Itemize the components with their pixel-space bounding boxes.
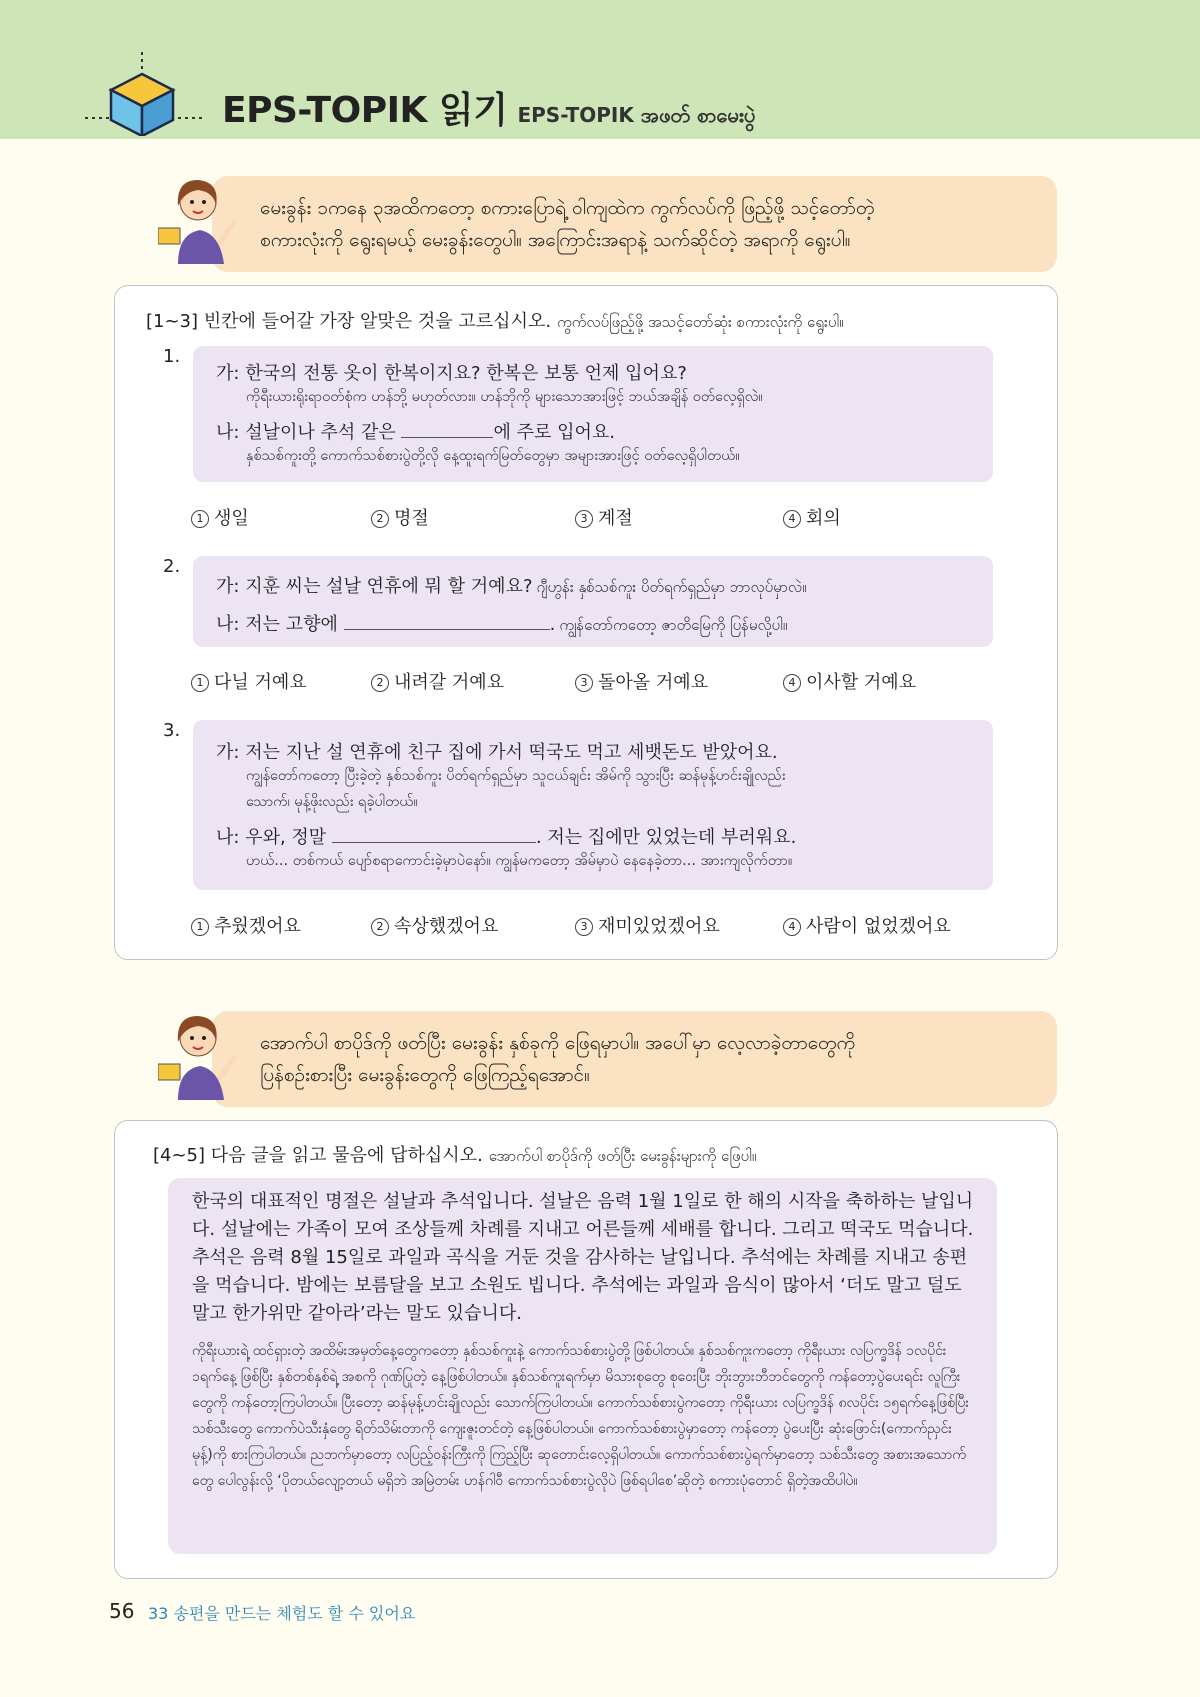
q2-speaker-a: 가: 지훈 씨는 설날 연휴에 뭐 할 거예요? ဂျီဟွန်း နှစ်သစ်ကူး ပိတ်ရက်ရှည်မှာ ဘာလုပ်မှာလဲ။ bbox=[216, 576, 807, 597]
q1-blank bbox=[401, 437, 493, 438]
q1-speaker-a: 가: 한국의 전통 옷이 한복이지요? 한복은 보통 언제 입어요? bbox=[216, 363, 687, 384]
q3-speaker-a: 가: 저는 지난 설 연휴에 친구 집에 가서 떡국도 먹고 세뱃돈도 받았어요. bbox=[216, 742, 778, 763]
q1-option-1[interactable]: 1 생일 bbox=[191, 504, 249, 530]
q3-speaker-a-translation-2: သောက်၊ မုန့်ဖိုးလည်း ရခဲ့ပါတယ်။ bbox=[246, 794, 418, 810]
section-2-heading-my: အောက်ပါ စာပိုဒ်ကို ဖတ်ပြီး မေးခွန်းများကို ဖြေပါ။ bbox=[488, 1147, 757, 1165]
passage-korean: 한국의 대표적인 명절은 설날과 추석입니다. 설날은 음력 1월 1일로 한 해의 시작을 축하하는 날입니다. 설날에는 가족이 모여 조상들께 차례를 지내고 어른들께 세배를 합니다. 그리고 떡국도 먹습니다. 추석은 음력 8월 15일로 과일과 곡식을 거둔 것을 감사하는 날입니다. 추석에는 차례를 지내고 송편을 먹습니다. 밤에는 보름달을 보고 소원도 빕니다. 추석에는 과일과 음식이 많아서 ‘더도 말고 덜도 말고 한가위만 같아라’라는 말도 있습니다. bbox=[192, 1191, 974, 1324]
q1-option-2[interactable]: 2 명절 bbox=[371, 504, 429, 530]
question-3-number: 3. bbox=[163, 720, 181, 741]
cube-icon bbox=[85, 52, 205, 136]
q2-option-2[interactable]: 2 내려갈 거예요 bbox=[371, 668, 504, 694]
q1-speaker-b-translation: နှစ်သစ်ကူးတို့ ကောက်သစ်စားပွဲတို့လို နေ့ထူးရက်မြတ်တွေမှာ အများအားဖြင့် ဝတ်လေ့ရှိပါတယ်။ bbox=[246, 448, 740, 464]
q1-option-3[interactable]: 3 계절 bbox=[575, 504, 633, 530]
q2-option-1[interactable]: 1 다닐 거예요 bbox=[191, 668, 307, 694]
q1-speaker-b: 나: 설날이나 추석 같은 에 주로 입어요. bbox=[216, 422, 615, 443]
instruction-bubble-1 bbox=[212, 176, 1057, 272]
teacher-character-icon bbox=[158, 1008, 240, 1102]
q3-option-2[interactable]: 2 속상했겠어요 bbox=[371, 912, 498, 938]
reading-passage bbox=[168, 1178, 997, 1554]
instruction-1-line-1: မေးခွန်း ၁ကနေ ၃အထိကတော့ စကားပြောရဲ့ ဝါကျထဲက ကွက်လပ်ကို ဖြည့်ဖို့ သင့်တော်တဲ့ bbox=[260, 197, 875, 219]
section-1-heading-my: ကွက်လပ်ဖြည့်ဖို့ အသင့်တော်ဆုံး စကားလုံးကို ရွေးပါ။ bbox=[557, 313, 844, 331]
instruction-1-line-2: စကားလုံးကို ရွေးရမယ့် မေးခွန်းတွေပါ။ အကြောင်းအရာနဲ့ သက်ဆိုင်တဲ့ အရာကို ရွေးပါ။ bbox=[260, 229, 851, 251]
instruction-2-line-2: ပြန်စဉ်းစားပြီး မေးခွန်းတွေကို ဖြေကြည့်ရအောင်။ bbox=[260, 1064, 590, 1086]
instruction-2-line-1: အောက်ပါ စာပိုဒ်ကို ဖတ်ပြီး မေးခွန်း နှစ်ခုကို ဖြေရမှာပါ။ အပေါ်မှာ လေ့လာခဲ့တာတွေကို bbox=[260, 1032, 856, 1054]
section-2-heading: [4~5] 다음 글을 읽고 물음에 답하십시오. အောက်ပါ စာပိုဒ်ကို ဖတ်ပြီး မေးခွန်းများကို ဖြေပါ။ bbox=[153, 1145, 757, 1166]
q1-speaker-a-translation: ကိုရီးယားရိုးရာဝတ်စုံက ဟန်ဘို့ မဟုတ်လား။ ဟန်ဘိုကို များသောအားဖြင့် ဘယ်အချိန် ဝတ်လေ့ရှိလဲ။ bbox=[246, 389, 763, 405]
q3-blank bbox=[332, 842, 536, 843]
section-1-heading: [1~3] 빈칸에 들어갈 가장 알맞은 것을 고르십시오. ကွက်လပ်ဖြည့်ဖို့ အသင့်တော်ဆုံး စကားလုံးကို ရွေးပါ။ bbox=[146, 311, 844, 332]
q3-speaker-a-translation-1: ကျွန်တော်ကတော့ ပြီးခဲ့တဲ့ နှစ်သစ်ကူး ပိတ်ရက်ရှည်မှာ သူငယ်ချင်း အိမ်ကို သွားပြီး ဆန်မုန့်ဟင်းချိုလည်း bbox=[246, 768, 786, 784]
q3-option-4[interactable]: 4 사람이 없었겠어요 bbox=[783, 912, 951, 938]
q2-speaker-b-translation: ကျွန်တော်ကတော့ ဇာတိမြေကို ပြန်မလို့ပါ။ bbox=[559, 616, 788, 634]
instruction-bubble-2 bbox=[212, 1011, 1057, 1107]
q2-blank bbox=[344, 629, 550, 630]
q2-speaker-a-translation: ဂျီဟွန်း နှစ်သစ်ကူး ပိတ်ရက်ရှည်မှာ ဘာလုပ်မှာလဲ။ bbox=[536, 578, 807, 596]
question-2-number: 2. bbox=[163, 556, 181, 577]
q1-option-4[interactable]: 4 회의 bbox=[783, 504, 841, 530]
question-1-number: 1. bbox=[163, 346, 181, 367]
chapter-title: 33 송편을 만드는 체험도 할 수 있어요 bbox=[148, 1604, 416, 1623]
passage-myanmar: ကိုရီးယားရဲ့ ထင်ရှားတဲ့ အထိမ်းအမှတ်နေ့တွေကတော့ နှစ်သစ်ကူးနဲ့ ကောက်သစ်စားပွဲတို့ ဖြစ်ပါတယ်။ နှစ်သစ်ကူးကတော့ ကိုရီးယား လပြက္ခဒိန် ၁လပိုင်း ၁ရက်နေ့ ဖြစ်ပြီး နှစ်တစ်နှစ်ရဲ့ အစကို ဂုဏ်ပြုတဲ့ နေ့ဖြစ်ပါတယ်။ နှစ်သစ်ကူးရက်မှာ မိသားစုတွေ စုဝေးပြီး ဘိုးဘွားဘီဘင်တွေကို ကန်တော့ပွဲပေးရင်း လူကြီးတွေကို ကန်တော့ကြပါတယ်။ ပြီးတော့ ဆန်မုန့်ဟင်းချိုလည်း သောက်ကြပါတယ်။ ကောက်သစ်စားပွဲကတော့ ကိုရီးယား လပြက္ခဒိန် ၈လပိုင်း ၁၅ရက်နေ့ဖြစ်ပြီး သစ်သီးတွေ ကောက်ပဲသီးနှံတွေ ရိတ်သိမ်းတာကို ကျေးဇူးတင်တဲ့ နေ့ဖြစ်ပါတယ်။ ကောက်သစ်စားပွဲမှာတော့ ကန်တော့ ပွဲပေးပြီး ဆုံးဖြောင်း(ကောက်ညှင်းမုန့်)ကို စားကြပါတယ်။ ညဘက်မှာတော့ လပြည့်ဝန်းကြီးကို ကြည့်ပြီး ဆုတောင်းလေ့ရှိပါတယ်။ ကောက်သစ်စားပွဲရက်မှာတော့ သစ်သီးတွေ အစားအသောက်တွေ ပေါလွန်းလို့ ‘ပိုတယ်လျော့တယ် မရှိဘဲ အမြဲတမ်း ဟန်ဂါဝီ ကောက်သစ်စားပွဲလိုပဲ ဖြစ်ရပါစေ’ဆိုတဲ့ စကားပုံတောင် ရှိတဲ့အထိပါပဲ။ bbox=[192, 1343, 969, 1489]
page-header bbox=[0, 0, 1200, 139]
q3-speaker-b: 나: 우와, 정말 . 저는 집에만 있었는데 부러워요. bbox=[216, 827, 797, 848]
q2-option-4[interactable]: 4 이사할 거예요 bbox=[783, 668, 916, 694]
page-number: 56 bbox=[109, 1599, 135, 1623]
page-subtitle: EPS-TOPIK အဖတ် စာမေးပွဲ bbox=[517, 103, 756, 127]
teacher-character-icon bbox=[158, 172, 240, 266]
q3-speaker-b-translation: ဟယ်... တစ်ကယ် ပျော်စရာကောင်းခဲ့မှာပဲနော်။ ကျွန်မကတော့ အိမ်မှာပဲ နေနေခဲ့တာ... အားကျလိုက်တာ။ bbox=[246, 853, 793, 869]
q2-option-3[interactable]: 3 돌아올 거예요 bbox=[575, 668, 708, 694]
q3-option-1[interactable]: 1 추웠겠어요 bbox=[191, 912, 301, 938]
page-title: EPS-TOPIK 읽기 EPS-TOPIK အဖတ် စာမေးပွဲ bbox=[222, 90, 756, 131]
q3-option-3[interactable]: 3 재미있었겠어요 bbox=[575, 912, 720, 938]
q2-speaker-b: 나: 저는 고향에 . ကျွန်တော်ကတော့ ဇာတိမြေကို ပြန်မလို့ပါ။ bbox=[216, 614, 788, 635]
